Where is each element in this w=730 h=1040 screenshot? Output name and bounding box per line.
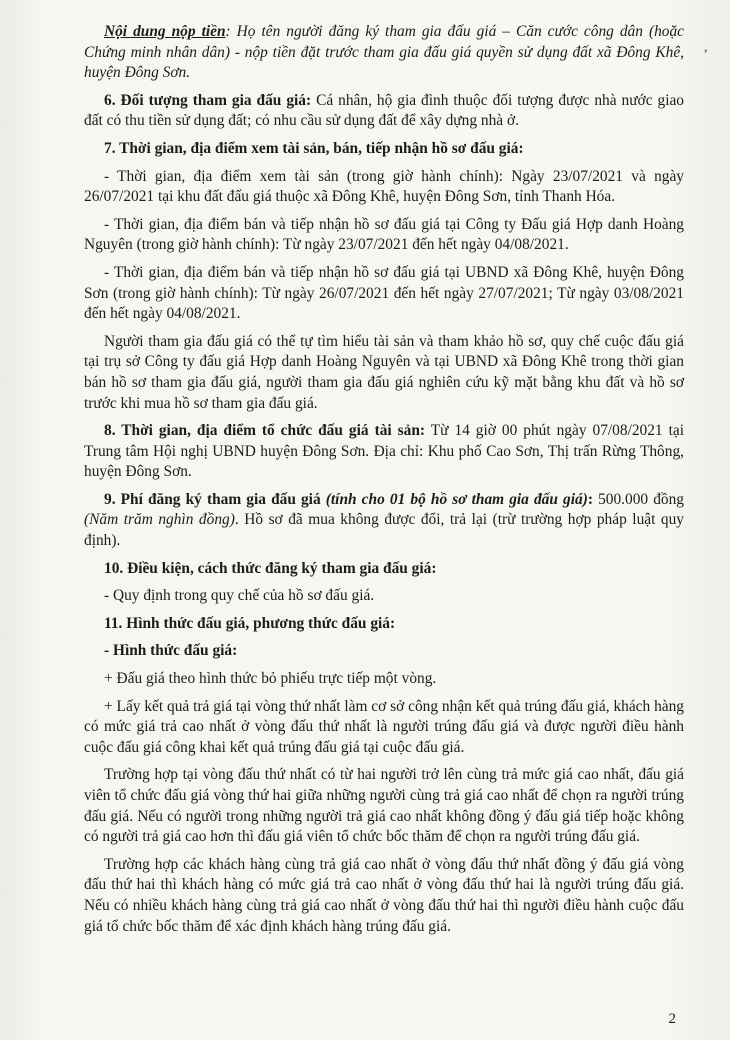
section-9-text: . Hồ sơ đã mua không được đổi, trả lại (trừ trường hợp pháp luật quy định). (84, 511, 684, 550)
section-9-amount: 500.000 đồng (592, 490, 685, 508)
section-6-text: Cá nhân, hộ gia đình thuộc đối tượng được nhà nước giao đất có thu tiền sử dụng đất; có nhu cầu sử dụng đất để xây dựng nhà ở. (84, 91, 684, 130)
section-7-bullet-3: - Thời gian, địa điểm bán và tiếp nhận hồ sơ đấu giá tại UBND xã Đông Khê, huyện Đông Sơn (trong giờ hành chính): Từ ngày 26/07/2021 đến hết ngày 27/07/2021; Từ ngày 03/08/2021 đến hết ngày 04/08/2021. (84, 263, 684, 323)
section-6-heading: 6. Đối tượng tham gia đấu giá: (104, 91, 312, 109)
section-10-heading: 10. Điều kiện, cách thức đăng ký tham gia đấu giá: (104, 559, 437, 577)
section-7-bullet-1: - Thời gian, địa điểm xem tài sản (trong giờ hành chính): Ngày 23/07/2021 và ngày 26/07/2021 tại khu đất đấu giá thuộc xã Đông Khê, huyện Đông Sơn, tỉnh Thanh Hóa. (84, 167, 684, 206)
document-body (84, 22, 684, 944)
section-11-plus-1: + Đấu giá theo hình thức bỏ phiếu trực tiếp một vòng. (104, 670, 437, 688)
section-11-subheading: - Hình thức đấu giá: (104, 642, 238, 660)
page-number: 2 (668, 1011, 676, 1027)
section-11-paragraph-1: Trường hợp tại vòng đấu thứ nhất có từ hai người trở lên cùng trả mức giá cao nhất, đấu giá viên tổ chức đấu giá vòng thứ hai giữa những người cùng trả giá cao nhất để chọn ra người trúng đấu giá. Nếu có người trong những người trả giá cao nhất không đồng ý đấu giá tiếp hoặc không có người trả giá cao hơn thì đấu giá viên tổ chức bốc thăm để chọn ra người trúng đấu giá. (84, 766, 684, 846)
section-9-amount-words: (Năm trăm nghìn đồng) (84, 511, 235, 529)
payment-content-text: : Họ tên người đăng ký tham gia đấu giá – Căn cước công dân (hoặc Chứng minh nhân dân) - nộp tiền đặt trước tham gia đấu giá quyền sử dụng đất xã Đông Khê, huyện Đông Sơn. (84, 23, 684, 82)
section-9-colon: : (587, 490, 593, 508)
section-10-bullet-1: - Quy định trong quy chế của hồ sơ đấu giá. (104, 587, 375, 605)
section-11-heading: 11. Hình thức đấu giá, phương thức đấu giá: (104, 614, 396, 632)
section-8 (84, 421, 684, 483)
section-7-heading: 7. Thời gian, địa điểm xem tài sản, bán, tiếp nhận hồ sơ đấu giá: (104, 139, 524, 157)
section-9-heading: 9. Phí đăng ký tham gia đấu giá (104, 490, 321, 508)
section-7-bullet-2: - Thời gian, địa điểm bán và tiếp nhận hồ sơ đấu giá tại Công ty Đấu giá Hợp danh Hoàng Nguyên (trong giờ hành chính): Từ ngày 23/07/2021 đến hết ngày 04/08/2021. (84, 215, 684, 254)
margin-mark: , (704, 40, 708, 55)
payment-content-paragraph (84, 22, 684, 84)
section-8-heading: 8. Thời gian, địa điểm tổ chức đấu giá tài sản: (104, 422, 426, 440)
section-8-text: Từ 14 giờ 00 phút ngày 07/08/2021 tại Trung tâm Hội nghị UBND huyện Đông Sơn. Địa chỉ: Khu phố Cao Sơn, Thị trấn Rừng Thông, huyện Đông Sơn. (84, 422, 684, 481)
section-9 (84, 490, 684, 552)
section-11-plus-2: + Lấy kết quả trả giá tại vòng thứ nhất làm cơ sở công nhận kết quả trúng đấu giá, khách hàng có mức giá trả cao nhất ở vòng đấu thứ nhất là người trúng đấu giá và được người điều hành cuộc đấu giá công khai kết quả trúng đấu giá tại cuộc đấu giá. (84, 697, 684, 756)
section-6 (84, 91, 684, 132)
payment-content-label: Nội dung nộp tiền (104, 23, 226, 40)
section-11-paragraph-2: Trường hợp các khách hàng cùng trả giá cao nhất ở vòng đấu thứ nhất đồng ý đấu giá vòng đấu thứ hai thì khách hàng có mức giá trả cao nhất ở vòng đấu thứ hai là người trúng đấu giá. Nếu có nhiều khách hàng cùng trả giá cao nhất ở vòng đấu thứ hai thì người điều hành cuộc đấu giá tổ chức bốc thăm để xác định khách hàng trúng đấu giá. (84, 855, 684, 935)
section-7-note: Người tham gia đấu giá có thể tự tìm hiểu tài sản và tham khảo hồ sơ, quy chế cuộc đấu giá tại trụ sở Công ty đấu giá Hợp danh Hoàng Nguyên và tại UBND xã Đông Khê trong thời gian bán hồ sơ tham gia đấu giá, người tham gia đấu giá nghiên cứu kỹ mặt bằng khu đất và hồ sơ trước khi mua hồ sơ tham gia đấu giá. (84, 332, 684, 412)
section-9-heading-italic: (tính cho 01 bộ hồ sơ tham gia đấu giá) (320, 490, 588, 508)
